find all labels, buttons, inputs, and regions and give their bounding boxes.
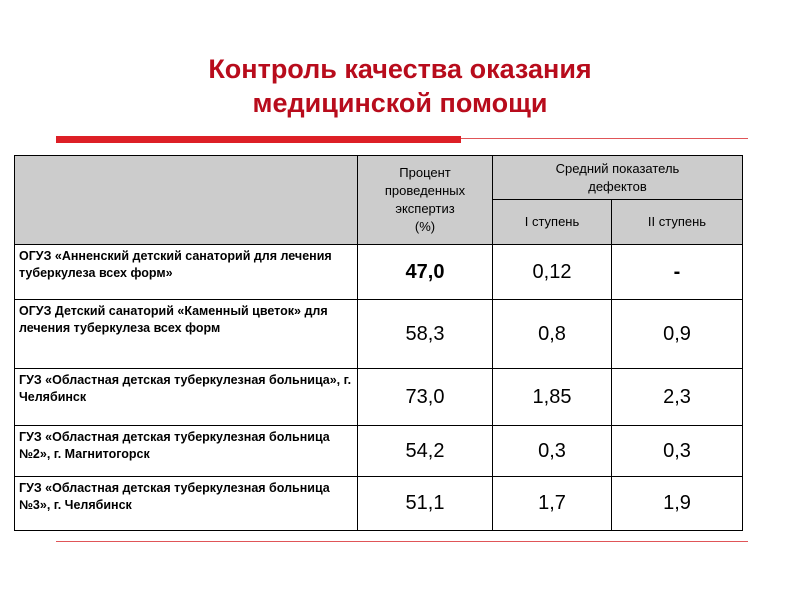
institution-name: ОГУЗ «Анненский детский санаторий для лечения туберкулеза всех форм» bbox=[15, 245, 358, 300]
header-percent: Процент проведенных экспертиз (%) bbox=[358, 156, 493, 245]
header-empty-cell bbox=[15, 156, 358, 245]
table-row bbox=[15, 245, 743, 300]
stage2-value: 1,9 bbox=[612, 477, 743, 531]
footer-rule bbox=[56, 541, 748, 542]
percent-value: 54,2 bbox=[358, 426, 493, 477]
percent-value: 73,0 bbox=[358, 369, 493, 426]
institution-name: ГУЗ «Областная детская туберкулезная больница №3», г. Челябинск bbox=[15, 477, 358, 531]
institution-name: ГУЗ «Областная детская туберкулезная больница», г. Челябинск bbox=[15, 369, 358, 426]
table-row bbox=[15, 369, 743, 426]
table-row bbox=[15, 477, 743, 531]
stage2-value: 0,3 bbox=[612, 426, 743, 477]
stage2-value: 0,9 bbox=[612, 300, 743, 369]
stage1-value: 0,8 bbox=[493, 300, 612, 369]
stage2-value: 2,3 bbox=[612, 369, 743, 426]
title-line-1: Контроль качества оказания bbox=[208, 54, 592, 84]
header-stage-2: II ступень bbox=[612, 200, 743, 245]
table-row bbox=[15, 426, 743, 477]
percent-value: 47,0 bbox=[358, 245, 493, 300]
header-defects-group: Средний показатель дефектов bbox=[493, 156, 743, 200]
title-accent-rule bbox=[56, 136, 461, 143]
percent-value: 51,1 bbox=[358, 477, 493, 531]
quality-control-table bbox=[14, 155, 743, 531]
stage1-value: 0,12 bbox=[493, 245, 612, 300]
institution-name: ОГУЗ Детский санаторий «Каменный цветок» для лечения туберкулеза всех форм bbox=[15, 300, 358, 369]
percent-value: 58,3 bbox=[358, 300, 493, 369]
table-row bbox=[15, 300, 743, 369]
title-line-2: медицинской помощи bbox=[252, 88, 548, 118]
stage1-value: 1,7 bbox=[493, 477, 612, 531]
title-thin-rule bbox=[461, 138, 748, 139]
institution-name: ГУЗ «Областная детская туберкулезная больница №2», г. Магнитогорск bbox=[15, 426, 358, 477]
stage1-value: 1,85 bbox=[493, 369, 612, 426]
stage2-value: - bbox=[612, 245, 743, 300]
stage1-value: 0,3 bbox=[493, 426, 612, 477]
page-title bbox=[0, 52, 800, 120]
header-stage-1: I ступень bbox=[493, 200, 612, 245]
